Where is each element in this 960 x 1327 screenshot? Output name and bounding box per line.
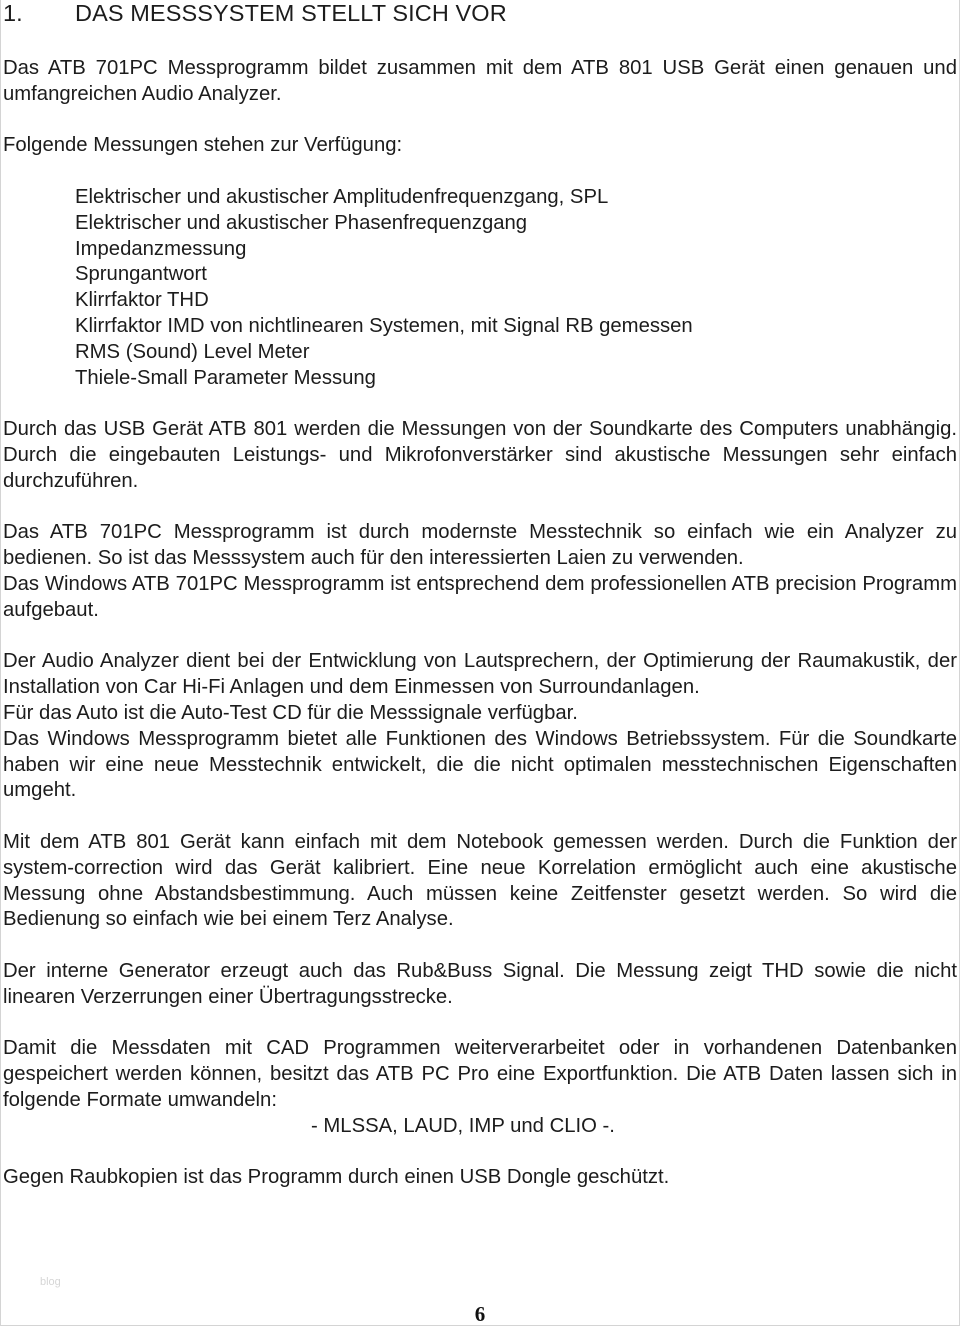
watermark: blog	[40, 1276, 61, 1288]
list-item: Thiele-Small Parameter Messung	[75, 366, 376, 389]
measurements-list	[75, 185, 957, 391]
formats-line: - MLSSA, LAUD, IMP und CLIO -.	[311, 1114, 615, 1137]
list-item: Elektrischer und akustischer Phasenfrequenzgang	[75, 211, 528, 234]
list-item: Impedanzmessung	[75, 237, 247, 260]
analyzer-paragraph-3: Das Windows Messprogramm bietet alle Funktionen des Windows Betriebssystem. Für die Soundkarte haben wir eine neue Messtechnik entwickelt, die die nicht optimalen messtechnischen Eigenschaften umgeht.	[3, 727, 957, 802]
page-number: 6	[474, 1302, 486, 1326]
section-heading	[3, 0, 507, 27]
usb-paragraph: Durch das USB Gerät ATB 801 werden die Messungen von der Soundkarte des Computers unabhängig. Durch die eingebauten Leistungs- und Mikrofonverstärker sind akustische Messungen sehr einfach durchzuführen.	[3, 418, 957, 492]
list-item: Klirrfaktor THD	[75, 289, 209, 312]
analyzer-paragraph-1: Der Audio Analyzer dient bei der Entwicklung von Lautsprechern, der Optimierung der Raumakustik, der Installation von Car Hi-Fi Anlagen und dem Einmessen von Surroundanlagen.	[3, 650, 957, 699]
intro-paragraph: Das ATB 701PC Messprogramm bildet zusammen mit dem ATB 801 USB Gerät einen genauen und umfangreichen Audio Analyzer.	[3, 57, 957, 105]
list-item: Sprungantwort	[75, 263, 207, 286]
program-paragraph-2: Das Windows ATB 701PC Messprogramm ist entsprechend dem professionellen ATB precision Programm aufgebaut.	[3, 572, 957, 621]
program-paragraph-1: Das ATB 701PC Messprogramm ist durch modernste Messtechnik so einfach wie ein Analyzer zu bedienen. So ist das Messsystem auch für den interessierten Laien zu verwenden.	[3, 521, 957, 570]
export-paragraph: Damit die Messdaten mit CAD Programmen weiterverarbeitet oder in vorhandenen Datenbanken gespeichert werden können, besitzt das ATB PC Pro eine Exportfunktion. Die ATB Daten lassen sich in folgende Formate umwandeln:	[3, 1037, 957, 1111]
measurements-intro: Folgende Messungen stehen zur Verfügung:	[3, 134, 403, 157]
document-body	[3, 56, 957, 1217]
list-item: RMS (Sound) Level Meter	[75, 340, 310, 363]
section-number: 1.	[3, 0, 23, 26]
section-title: DAS MESSSYSTEM STELLT SICH VOR	[75, 0, 507, 26]
list-item: Elektrischer und akustischer Amplitudenfrequenzgang, SPL	[75, 185, 609, 208]
list-item: Klirrfaktor IMD von nichtlinearen Systemen, mit Signal RB gemessen	[75, 314, 693, 337]
generator-paragraph: Der interne Generator erzeugt auch das Rub&Buss Signal. Die Messung zeigt THD sowie die nicht linearen Verzerrungen einer Übertragungsstrecke.	[3, 959, 957, 1008]
analyzer-paragraph-2: Für das Auto ist die Auto-Test CD für die Messsignale verfügbar.	[3, 701, 578, 724]
notebook-paragraph: Mit dem ATB 801 Gerät kann einfach mit dem Notebook gemessen werden. Durch die Funktion der system-correction wird das Gerät kalibriert. Eine neue Korrelation ermöglicht auch eine akustische Messung ohne Abstandsbestimmung. Auch müssen keine Zeitfenster gesetzt werden. So wird die Bedienung so einfach wie bei einem Terz Analyse.	[3, 830, 957, 931]
dongle-paragraph: Gegen Raubkopien ist das Programm durch einen USB Dongle geschützt.	[3, 1166, 670, 1189]
